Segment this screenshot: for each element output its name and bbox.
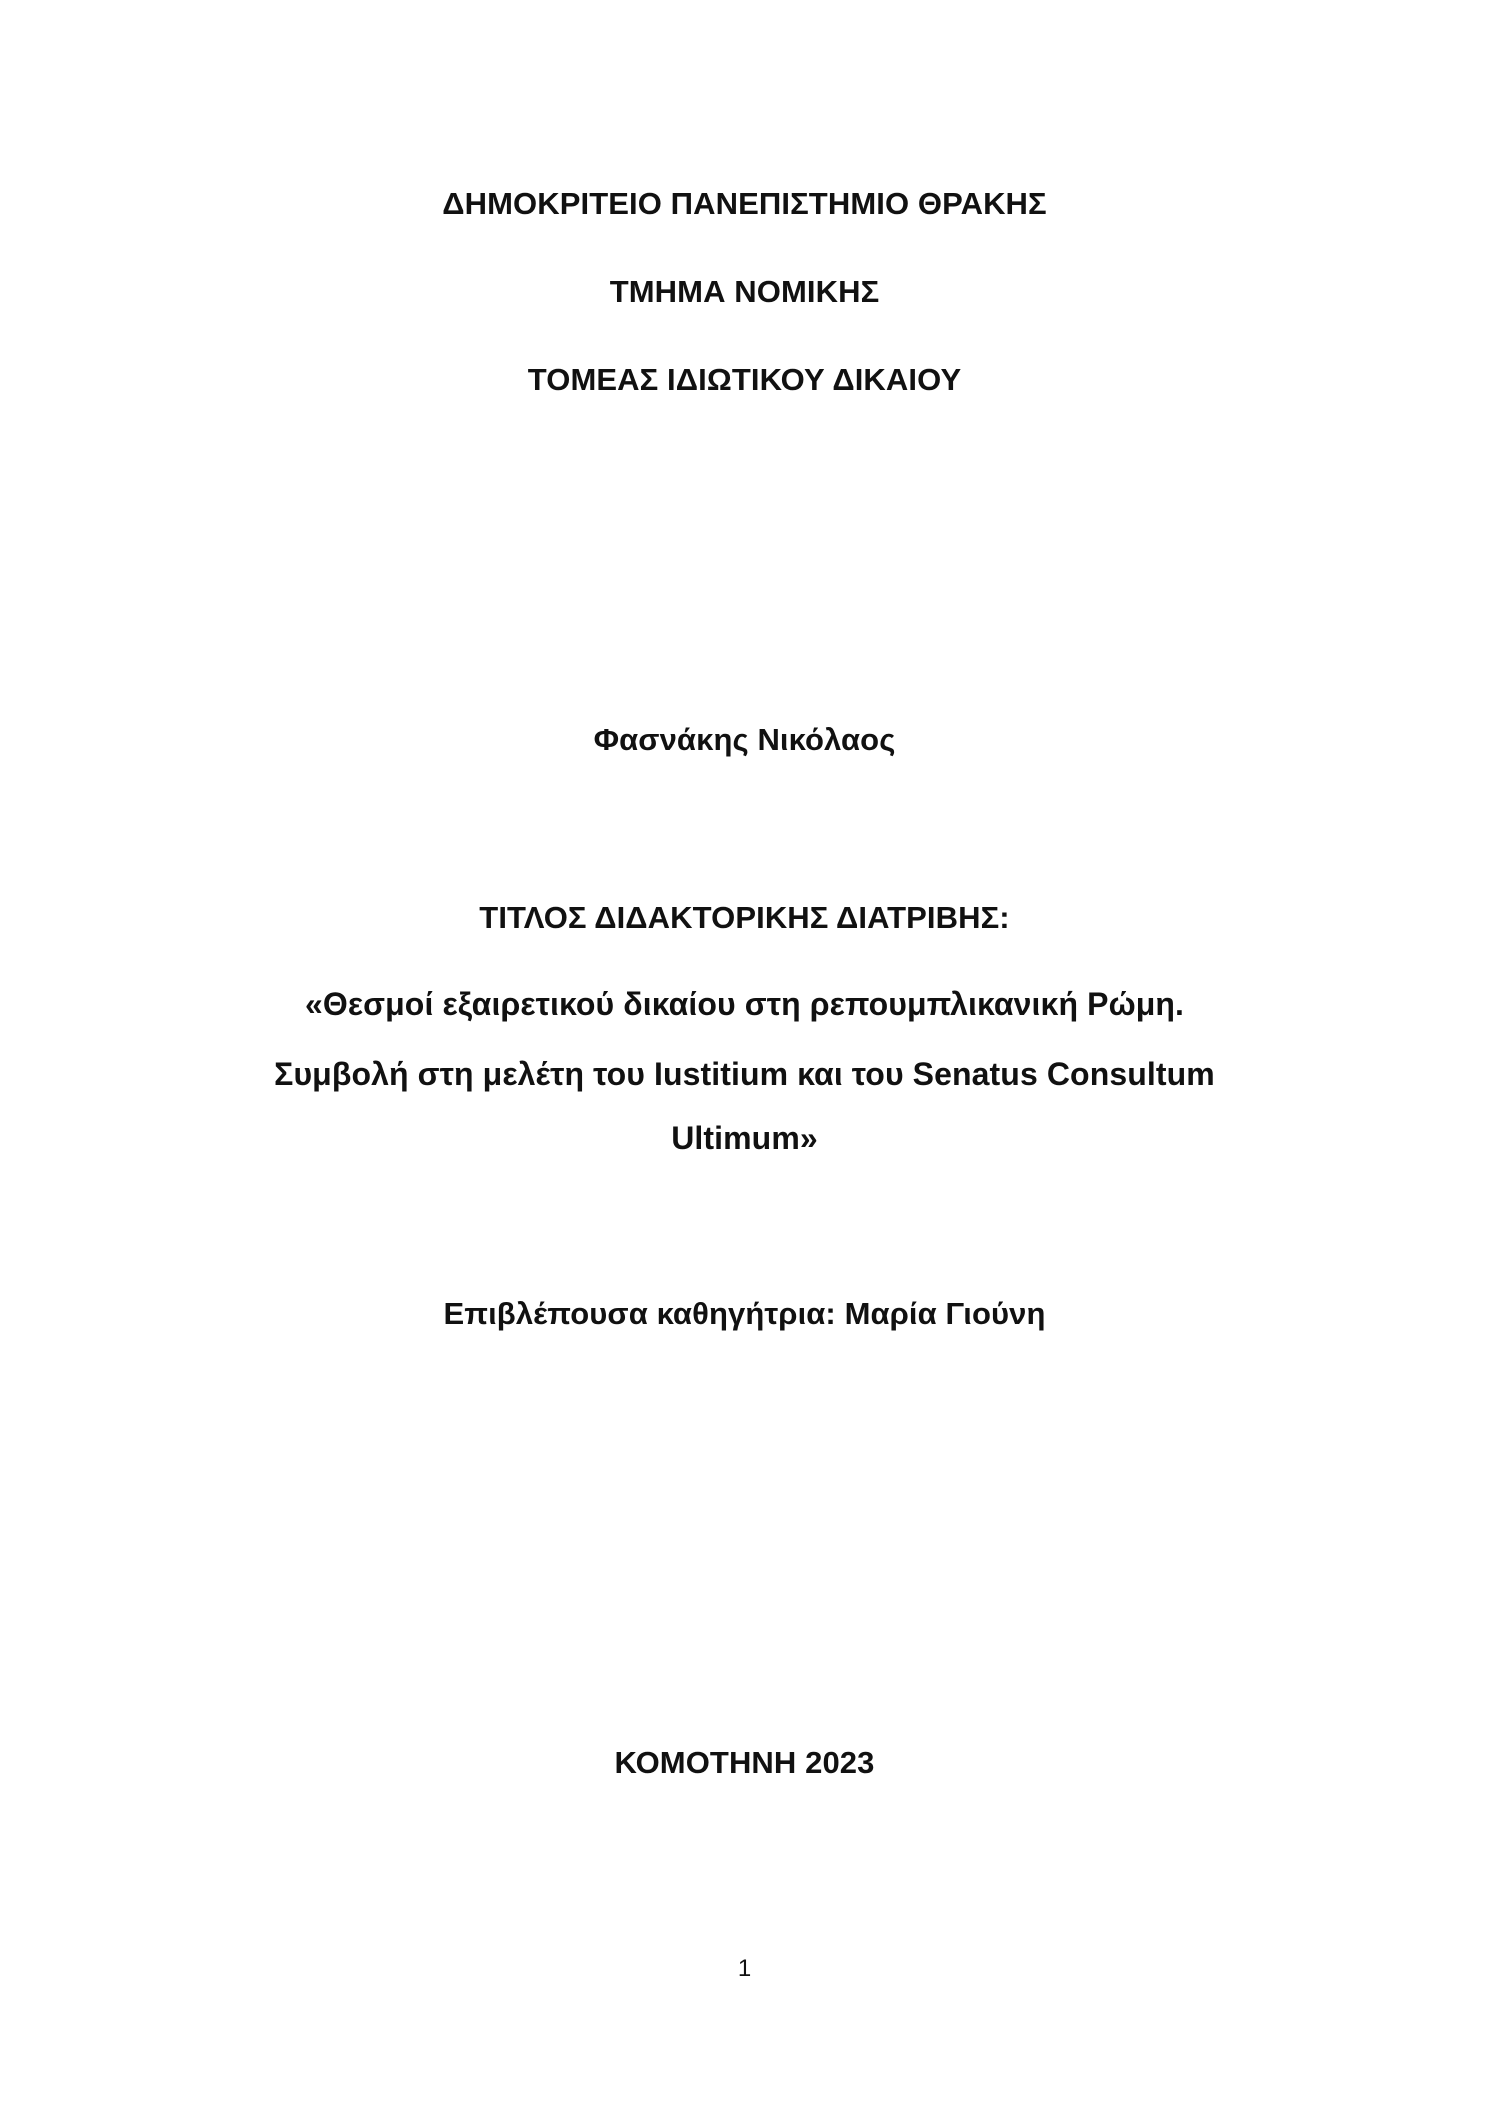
thesis-title-line-3: Ultimum» xyxy=(671,1120,818,1156)
thesis-title-line-1: «Θεσμοί εξαιρετικού δικαίου στη ρεπουμπλικανική Ρώμη. xyxy=(304,986,1185,1022)
university-name: ΔΗΜΟΚΡΙΤΕΙΟ ΠΑΝΕΠΙΣΤΗΜΙΟ ΘΡΑΚΗΣ xyxy=(442,186,1047,221)
page-number: 1 xyxy=(737,1955,752,1982)
thesis-title-line-2: Συμβολή στη μελέτη του Iustitium και του Senatus Consultum xyxy=(274,1056,1215,1092)
author-name: Φασνάκης Νικόλαος xyxy=(593,722,896,757)
thesis-heading: ΤΙΤΛΟΣ ΔΙΔΑΚΤΟΡΙΚΗΣ ΔΙΑΤΡΙΒΗΣ: xyxy=(479,900,1010,935)
division-name: ΤΟΜΕΑΣ ΙΔΙΩΤΙΚΟΥ ΔΙΚΑΙΟΥ xyxy=(527,362,962,397)
department-name: ΤΜΗΜΑ ΝΟΜΙΚΗΣ xyxy=(609,274,880,309)
place-year: ΚΟΜΟΤΗΝΗ 2023 xyxy=(614,1745,875,1780)
supervisor-line: Επιβλέπουσα καθηγήτρια: Μαρία Γιούνη xyxy=(443,1296,1046,1331)
